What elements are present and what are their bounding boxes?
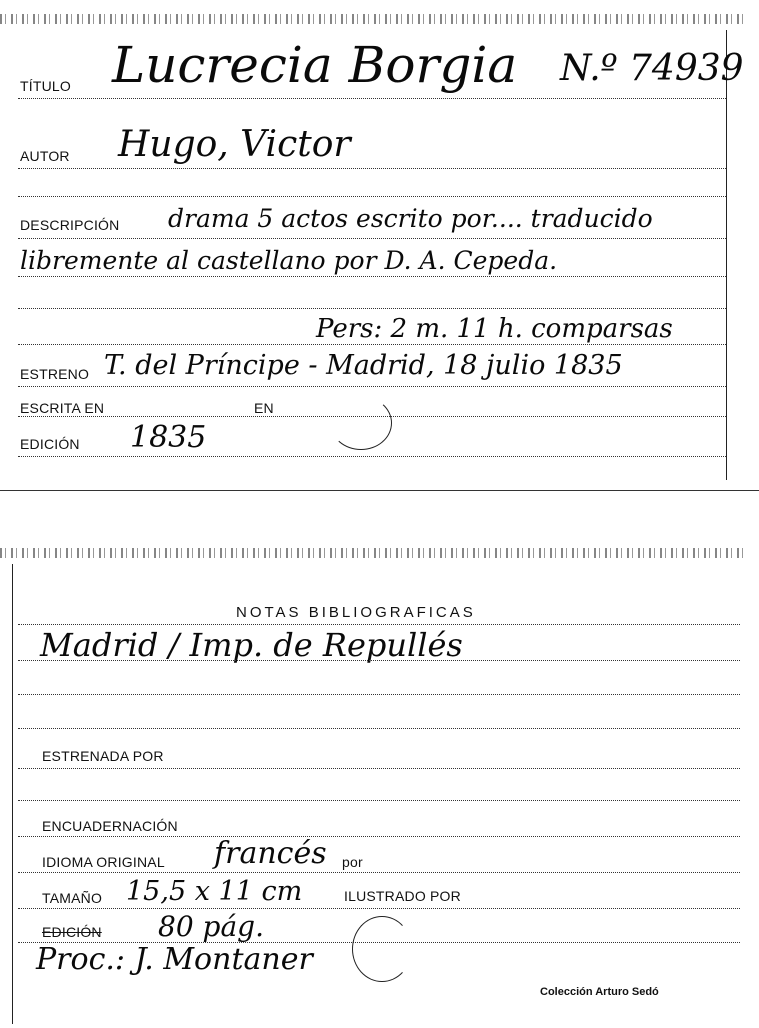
encuadernacion-label: ENCUADERNACIÓN	[42, 818, 178, 834]
titulo-label: TÍTULO	[20, 78, 71, 94]
descripcion-line-3: Pers: 2 m. 11 h. comparsas	[316, 314, 673, 344]
descripcion-label: DESCRIPCIÓN	[20, 217, 120, 233]
collection-credit: Colección Arturo Sedó	[540, 986, 659, 998]
catalog-card-front	[0, 0, 759, 492]
stamp-mark	[330, 396, 392, 450]
descripcion-line-2: libremente al castellano por D. A. Cepeda.	[20, 246, 558, 275]
card-edge-speckle	[0, 14, 745, 24]
autor-value: Hugo, Victor	[118, 124, 351, 165]
escrita-en-label: ESCRITA EN	[20, 400, 105, 416]
por-label: por	[342, 854, 363, 870]
catalog-card-back	[0, 540, 759, 1028]
titulo-value: Lucrecia Borgia	[112, 36, 518, 94]
estreno-label: ESTRENO	[20, 366, 90, 382]
card-left-edge	[12, 564, 13, 1024]
descripcion-line-1: drama 5 actos escrito por.... traducido	[168, 204, 653, 233]
edicion-label: EDICIÓN	[20, 436, 80, 452]
procedencia-value: Proc.: J. Montaner	[36, 942, 313, 977]
en-label: EN	[254, 400, 274, 416]
autor-label: AUTOR	[20, 148, 70, 164]
notas-value: Madrid / Imp. de Repullés	[40, 626, 463, 664]
notas-heading: NOTAS BIBLIOGRAFICAS	[236, 604, 476, 621]
stamp-mark	[352, 916, 412, 982]
idioma-original-value: francés	[214, 836, 327, 871]
tamano-label: TAMAÑO	[42, 890, 103, 906]
tamano-value: 15,5 x 11 cm	[126, 876, 303, 907]
idioma-original-label: IDIOMA ORIGINAL	[42, 854, 165, 870]
paginas-value: 80 pág.	[158, 910, 264, 943]
estreno-value: T. del Príncipe - Madrid, 18 julio 1835	[104, 350, 623, 381]
edicion-label-struck: EDICIÓN	[42, 924, 102, 940]
catalog-number: N.º 74939	[560, 48, 744, 89]
card-edge-speckle	[0, 548, 745, 558]
card-right-edge	[726, 30, 727, 480]
estrenada-por-label: ESTRENADA POR	[42, 748, 164, 764]
ilustrado-por-label: ILUSTRADO POR	[344, 888, 461, 904]
card-bottom-edge	[0, 490, 759, 491]
edicion-value: 1835	[130, 420, 207, 455]
